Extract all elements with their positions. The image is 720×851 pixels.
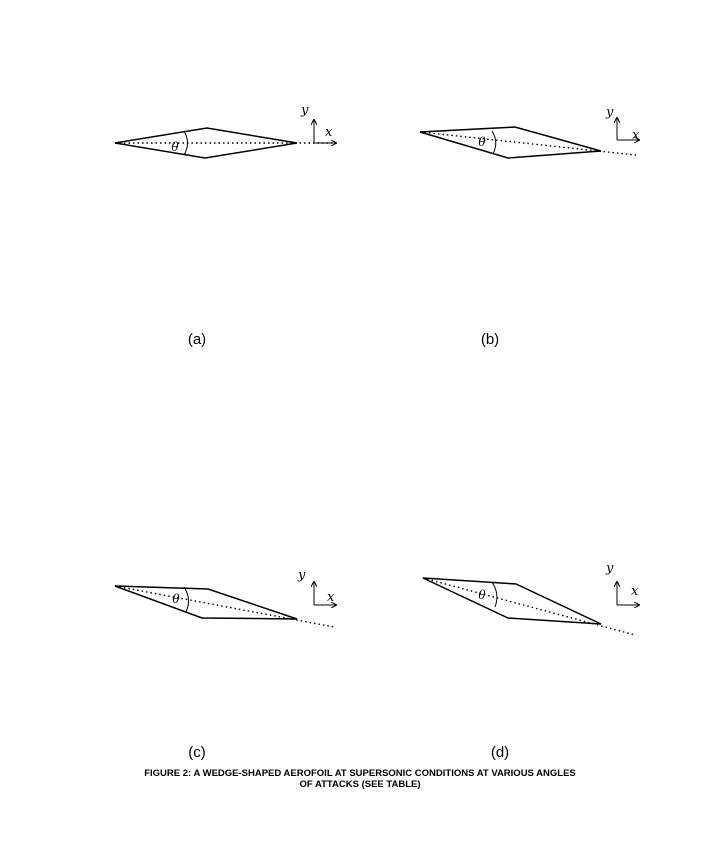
angle-arc — [492, 582, 497, 607]
angle-theta-label: θ — [478, 588, 486, 602]
figure-caption — [60, 768, 660, 790]
chord-line — [115, 586, 334, 627]
panel-label-a: (a) — [187, 331, 207, 348]
caption-line-2: OF ATTACKS (SEE TABLE) — [299, 779, 421, 790]
axes-indicator — [605, 105, 640, 143]
chord-line — [423, 578, 635, 635]
axes-indicator — [297, 568, 336, 605]
axes-indicator — [605, 561, 639, 605]
x-axis-label: x — [632, 128, 640, 143]
caption-line-1: FIGURE 2: A WEDGE-SHAPED AEROFOIL AT SUPERSONIC CONDITIONS AT VARIOUS ANGLES — [144, 768, 576, 779]
panel-c — [115, 568, 336, 627]
angle-theta-label: θ — [478, 135, 486, 149]
aerofoil-wedge — [420, 127, 601, 158]
panel-d — [423, 561, 639, 635]
y-axis-label: y — [606, 561, 614, 576]
chord-line — [420, 132, 636, 155]
axes-indicator — [300, 103, 336, 143]
panel-a — [115, 103, 336, 158]
panel-label-c: (c) — [188, 744, 206, 761]
x-axis-label: x — [325, 125, 333, 140]
angle-theta-label: θ — [172, 592, 180, 606]
panel-label-d: (d) — [490, 744, 510, 761]
panel-label-b: (b) — [480, 331, 500, 348]
angle-arc — [184, 131, 188, 155]
x-axis-label: x — [631, 584, 639, 599]
angle-theta-label: θ — [171, 140, 179, 154]
y-axis-label: y — [301, 103, 309, 118]
y-axis-label: y — [606, 105, 614, 120]
panel-b — [420, 105, 640, 158]
angle-arc — [492, 131, 496, 154]
y-axis-label: y — [298, 568, 306, 583]
x-axis-label: x — [327, 590, 335, 605]
